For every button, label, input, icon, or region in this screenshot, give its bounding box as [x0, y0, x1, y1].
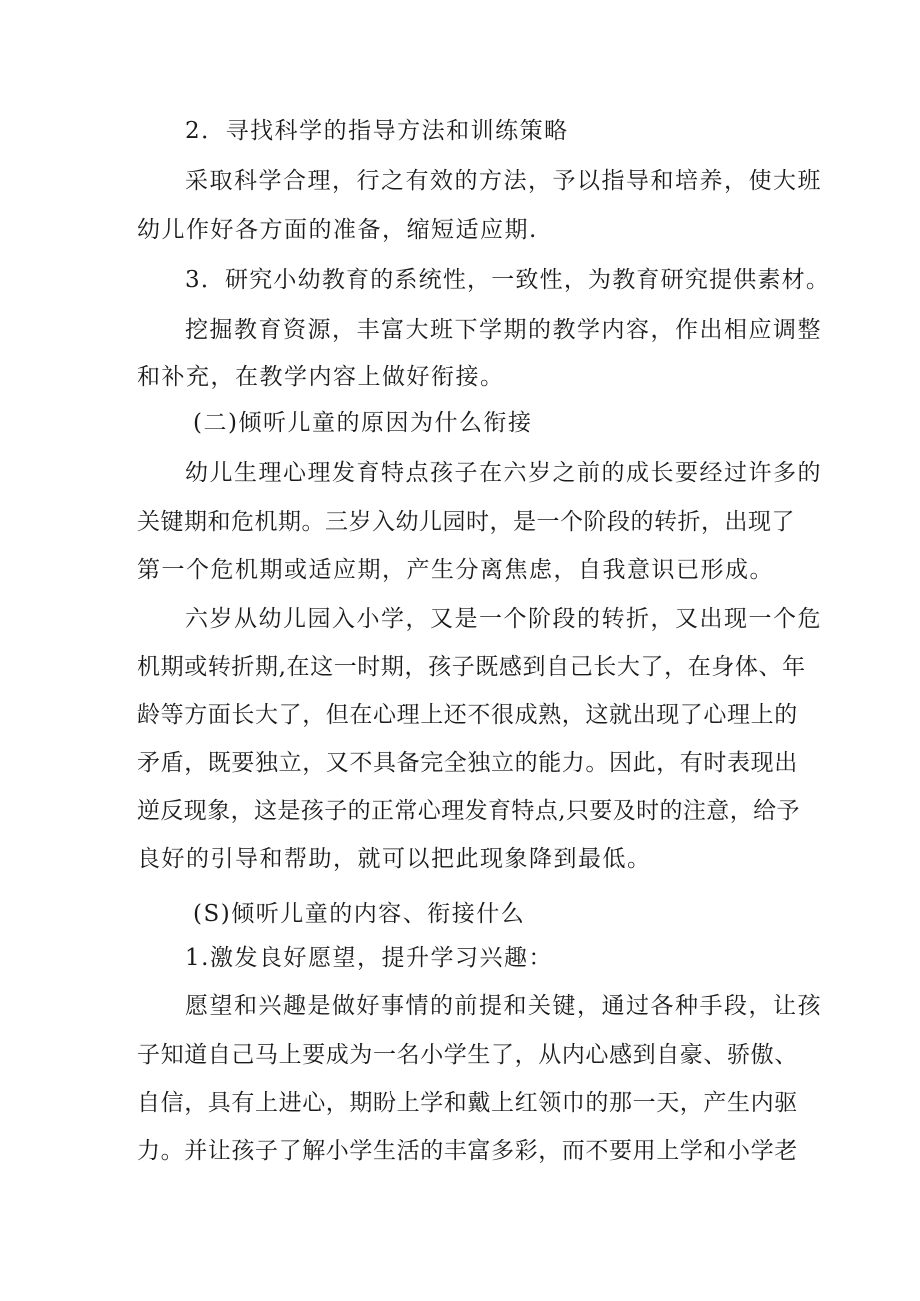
paragraph-line: 矛盾，既要独立，又不具备完全独立的能力。因此，有时表现出	[137, 750, 798, 776]
heading-3-research: 3．研究小幼教育的系统性，一致性，为教育研究提供素材。	[185, 267, 831, 293]
paragraph-line: 采取科学合理，行之有效的方法，予以指导和培养，使大班	[185, 168, 822, 194]
paragraph-line: 幼儿生理心理发育特点孩子在六岁之前的成长要经过许多的	[185, 460, 822, 486]
section-heading-3: (S)倾听儿童的内容、衔接什么	[193, 901, 526, 927]
paragraph-line: 六岁从幼儿园入小学，又是一个阶段的转折，又出现一个危	[185, 606, 822, 632]
subheading-1-interest: 1.激发良好愿望，提升学习兴趣：	[185, 945, 553, 971]
paragraph-line: 和补充，在教学内容上做好衔接。	[137, 364, 505, 390]
paragraph-line: 力。并让孩子了解小学生活的丰富多彩，而不要用上学和小学老	[137, 1138, 798, 1164]
paragraph-line: 良好的引导和帮助，就可以把此现象降到最低。	[137, 846, 652, 872]
paragraph-line: 逆反现象，这是孩子的正常心理发育特点,只要及时的注意，给予	[137, 798, 800, 824]
heading-2-method: 2．寻找科学的指导方法和训练策略	[185, 118, 569, 144]
paragraph-line: 自信，具有上进心，期盼上学和戴上红领巾的那一天，产生内驱	[137, 1090, 798, 1116]
paragraph-line: 关键期和危机期。三岁入幼儿园时，是一个阶段的转折，出现了	[137, 509, 795, 535]
paragraph-line: 第一个危机期或适应期，产生分离焦虑，自我意识已形成。	[137, 557, 774, 583]
paragraph-line: 挖掘教育资源，丰富大班下学期的教学内容，作出相应调整	[185, 317, 822, 343]
paragraph-line: 愿望和兴趣是做好事情的前提和关键，通过各种手段，让孩	[185, 993, 822, 1019]
paragraph-line: 幼儿作好各方面的准备，缩短适应期.	[137, 217, 538, 243]
section-heading-2: (二)倾听儿童的原因为什么衔接	[193, 410, 533, 436]
paragraph-line: 机期或转折期,在这一时期，孩子既感到自己长大了，在身体、年	[137, 654, 806, 680]
paragraph-line: 子知道自己马上要成为一名小学生了，从内心感到自豪、骄傲、	[137, 1042, 798, 1068]
paragraph-line: 龄等方面长大了，但在心理上还不很成熟，这就出现了心理上的	[137, 702, 798, 728]
